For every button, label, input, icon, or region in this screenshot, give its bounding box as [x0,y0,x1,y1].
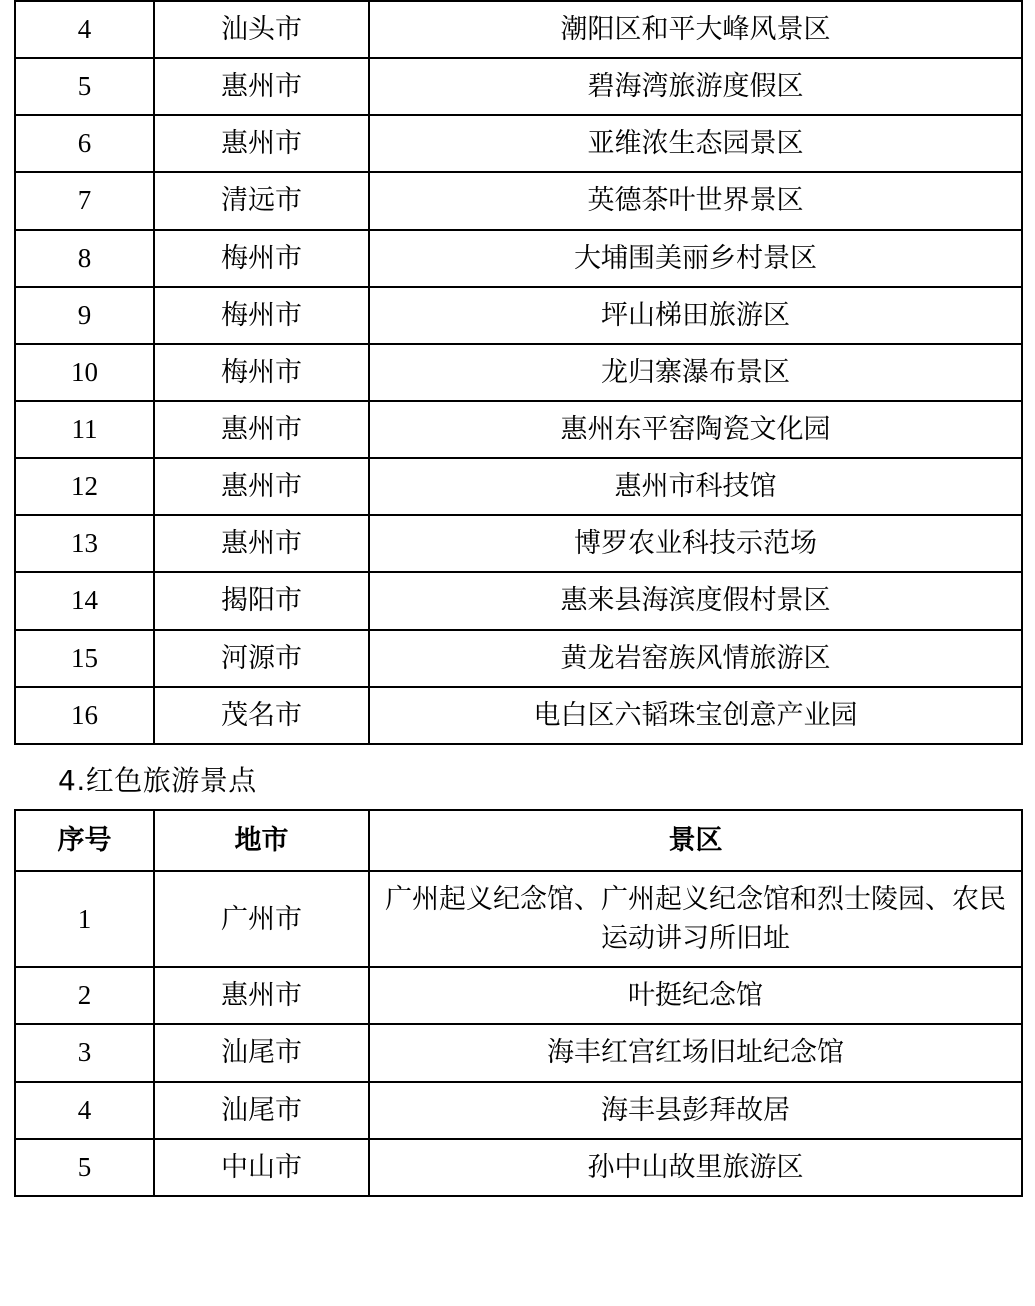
table-row [15,1082,1022,1139]
continued-scenic-table [14,0,1023,745]
row-spot: 孙中山故里旅游区 [369,1139,1022,1196]
row-number: 13 [15,515,154,572]
row-city: 汕头市 [154,1,369,58]
row-number: 8 [15,230,154,287]
column-header-spot: 景区 [369,810,1022,871]
table-header-row [15,810,1022,871]
table-row [15,871,1022,967]
row-city: 梅州市 [154,344,369,401]
table-header [15,810,1022,871]
row-number: 14 [15,572,154,629]
row-spot: 叶挺纪念馆 [369,967,1022,1024]
row-spot: 惠州市科技馆 [369,458,1022,515]
row-number: 10 [15,344,154,401]
row-number: 3 [15,1024,154,1081]
table-row [15,115,1022,172]
table-row [15,1,1022,58]
row-spot: 潮阳区和平大峰风景区 [369,1,1022,58]
row-number: 11 [15,401,154,458]
row-city: 梅州市 [154,230,369,287]
row-spot: 碧海湾旅游度假区 [369,58,1022,115]
row-number: 6 [15,115,154,172]
section-title-red-tourism: 4.红色旅游景点 [58,763,257,797]
row-spot: 亚维浓生态园景区 [369,115,1022,172]
row-city: 惠州市 [154,58,369,115]
row-spot: 大埔围美丽乡村景区 [369,230,1022,287]
table-row [15,515,1022,572]
table-row [15,401,1022,458]
table-row [15,287,1022,344]
table-body [15,1,1022,744]
row-spot: 海丰红宫红场旧址纪念馆 [369,1024,1022,1081]
row-spot: 广州起义纪念馆、广州起义纪念馆和烈士陵园、农民运动讲习所旧址 [369,871,1022,967]
table-row [15,630,1022,687]
column-header-city: 地市 [154,810,369,871]
row-spot: 英德茶叶世界景区 [369,172,1022,229]
table-row [15,344,1022,401]
row-city: 惠州市 [154,458,369,515]
table-row [15,58,1022,115]
row-city: 揭阳市 [154,572,369,629]
row-city: 惠州市 [154,967,369,1024]
row-number: 9 [15,287,154,344]
table-row [15,572,1022,629]
row-number: 15 [15,630,154,687]
row-city: 惠州市 [154,115,369,172]
table-row [15,172,1022,229]
red-tourism-table [14,809,1023,1197]
row-spot: 黄龙岩窑族风情旅游区 [369,630,1022,687]
row-city: 广州市 [154,871,369,967]
table-body [15,871,1022,1196]
row-number: 5 [15,1139,154,1196]
row-spot: 惠州东平窑陶瓷文化园 [369,401,1022,458]
row-number: 7 [15,172,154,229]
table-row [15,1139,1022,1196]
table-section-continued [14,0,1021,745]
row-city: 汕尾市 [154,1024,369,1081]
row-city: 中山市 [154,1139,369,1196]
table-row [15,687,1022,744]
row-spot: 坪山梯田旅游区 [369,287,1022,344]
row-number: 4 [15,1082,154,1139]
row-spot: 博罗农业科技示范场 [369,515,1022,572]
row-number: 12 [15,458,154,515]
row-number: 1 [15,871,154,967]
row-number: 5 [15,58,154,115]
table-row [15,967,1022,1024]
row-spot: 龙归寨瀑布景区 [369,344,1022,401]
row-city: 茂名市 [154,687,369,744]
row-city: 惠州市 [154,515,369,572]
row-spot: 海丰县彭拜故居 [369,1082,1022,1139]
table-section-red-tourism [14,809,1021,1197]
table-row [15,458,1022,515]
table-row [15,1024,1022,1081]
row-city: 清远市 [154,172,369,229]
table-row [15,230,1022,287]
row-city: 河源市 [154,630,369,687]
row-city: 惠州市 [154,401,369,458]
row-number: 2 [15,967,154,1024]
row-city: 汕尾市 [154,1082,369,1139]
row-spot: 电白区六韬珠宝创意产业园 [369,687,1022,744]
column-header-no: 序号 [15,810,154,871]
row-number: 4 [15,1,154,58]
row-spot: 惠来县海滨度假村景区 [369,572,1022,629]
row-number: 16 [15,687,154,744]
row-city: 梅州市 [154,287,369,344]
